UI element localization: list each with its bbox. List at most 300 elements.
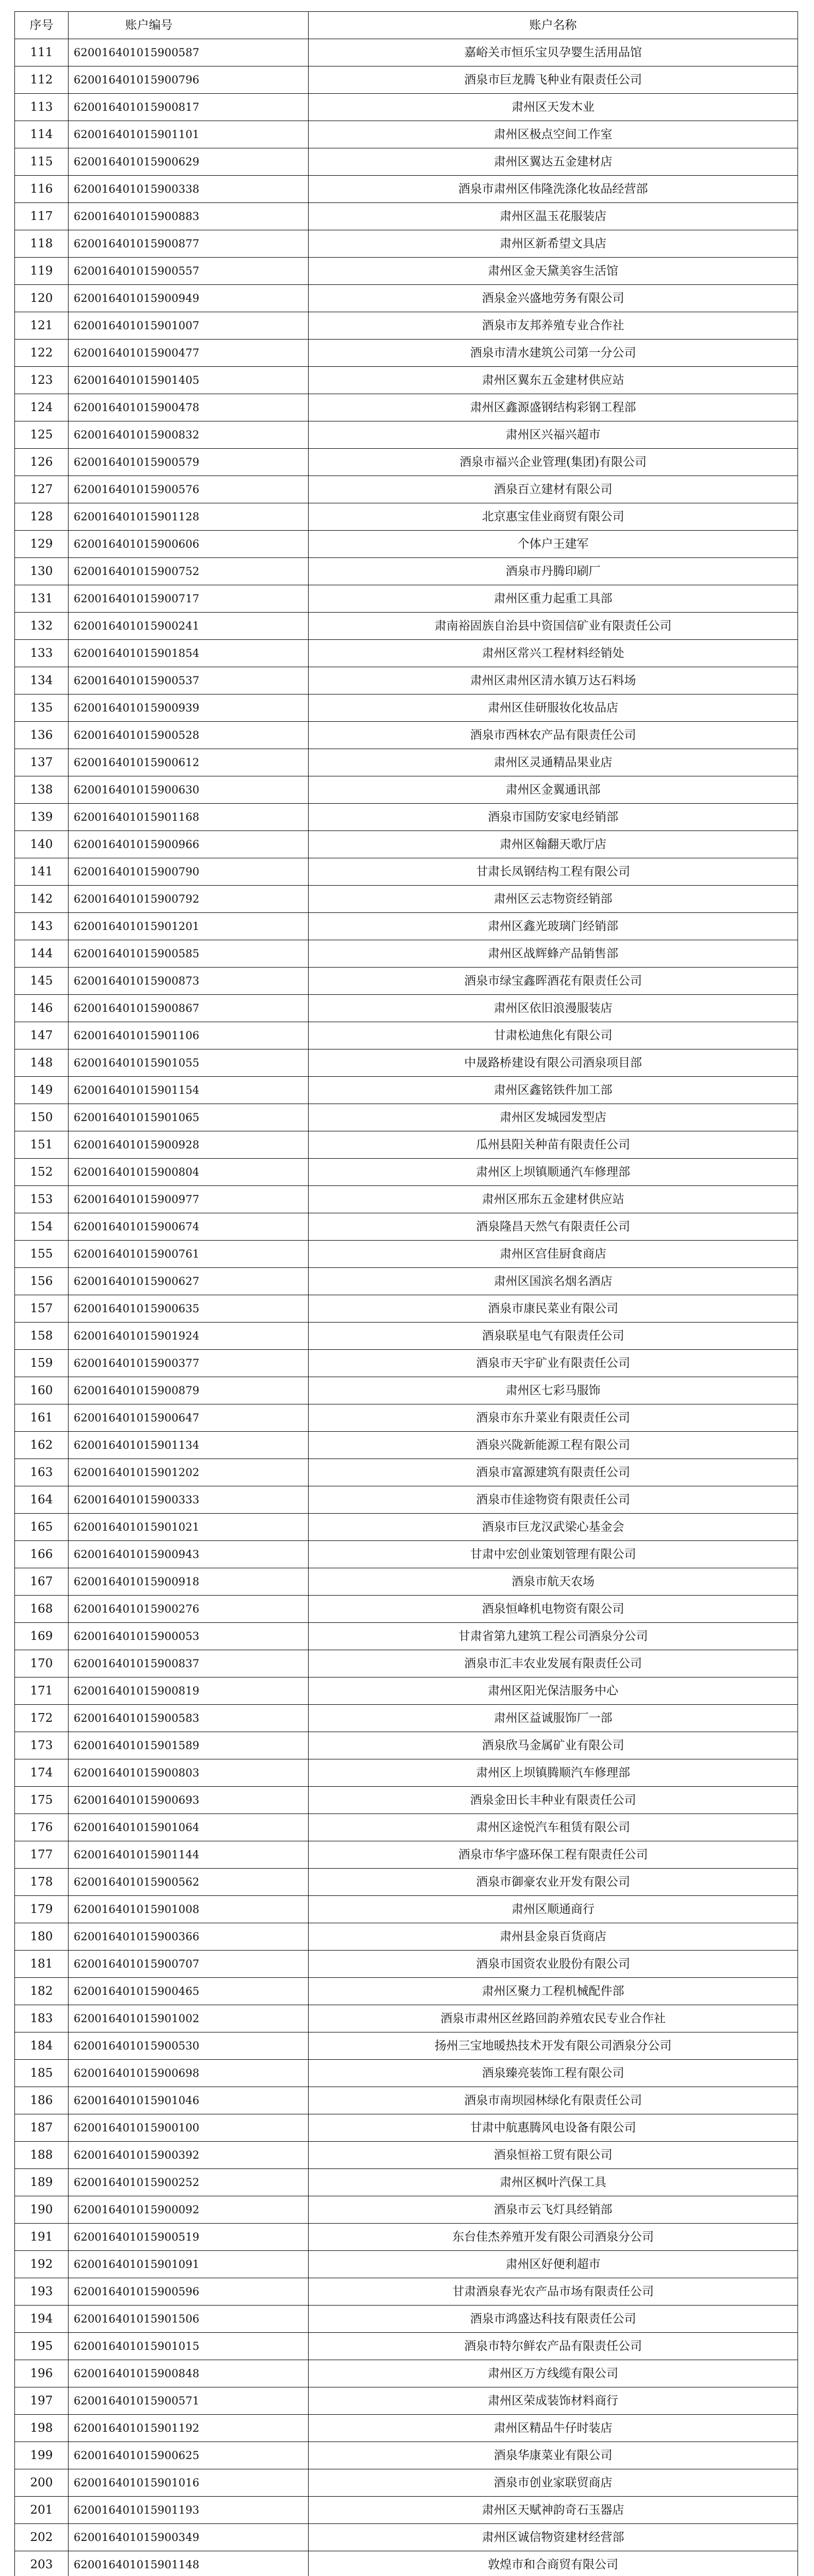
table-row [15,1923,798,1951]
serial-number-cell: 195 [15,2333,69,2360]
table-row [15,995,798,1022]
header-row [15,12,798,39]
serial-number-cell: 137 [15,749,69,776]
table-row [15,2087,798,2114]
table-row [15,613,798,640]
table-row [15,1213,798,1241]
serial-number-cell: 181 [15,1951,69,1978]
table-row [15,285,798,312]
account-number-cell: 620016401015900333 [69,1486,309,1514]
account-number-cell: 620016401015900804 [69,1159,309,1186]
account-number-cell: 620016401015900832 [69,421,309,449]
account-number-cell: 620016401015900606 [69,531,309,558]
account-name-cell: 酒泉市特尔鲜农产品有限责任公司 [309,2333,798,2360]
account-number-cell: 620016401015900867 [69,995,309,1022]
account-number-cell: 620016401015900377 [69,1350,309,1377]
table-row [15,2360,798,2387]
account-name-cell: 肃州区阳光保洁服务中心 [309,1677,798,1705]
serial-number-cell: 124 [15,394,69,421]
table-row [15,2524,798,2551]
account-name-cell: 酒泉市巨龙汉武梁心基金会 [309,1514,798,1541]
account-name-cell: 肃州区金天黛美容生活馆 [309,258,798,285]
serial-number-cell: 150 [15,1104,69,1131]
table-row [15,1596,798,1623]
account-name-cell: 肃州区发城园发型店 [309,1104,798,1131]
serial-number-cell: 160 [15,1377,69,1404]
account-name-cell: 酒泉市云飞灯具经销部 [309,2196,798,2224]
table-row [15,831,798,858]
serial-number-cell: 169 [15,1623,69,1650]
table-row [15,1568,798,1596]
account-number-cell: 620016401015900883 [69,203,309,230]
serial-number-cell: 120 [15,285,69,312]
table-row [15,340,798,367]
account-number-cell: 620016401015901202 [69,1459,309,1486]
account-name-cell: 甘肃省第九建筑工程公司酒泉分公司 [309,1623,798,1650]
serial-number-cell: 197 [15,2387,69,2415]
serial-number-cell: 152 [15,1159,69,1186]
serial-number-cell: 136 [15,722,69,749]
serial-number-cell: 128 [15,503,69,531]
account-number-cell: 620016401015901065 [69,1104,309,1131]
table-row [15,2224,798,2251]
account-number-cell: 620016401015900918 [69,1568,309,1596]
serial-number-cell: 184 [15,2032,69,2060]
account-number-cell: 620016401015900698 [69,2060,309,2087]
table-row [15,1705,798,1732]
account-name-cell: 肃州区聚力工程机械配件部 [309,1978,798,2005]
account-name-cell: 肃州区好便利超市 [309,2251,798,2278]
serial-number-cell: 151 [15,1131,69,1159]
account-number-cell: 620016401015900630 [69,776,309,804]
account-number-cell: 620016401015900943 [69,1541,309,1568]
account-number-cell: 620016401015900792 [69,886,309,913]
account-name-cell: 酒泉华康菜业有限公司 [309,2442,798,2469]
account-number-cell: 620016401015900707 [69,1951,309,1978]
account-name-cell: 肃州区万方线缆有限公司 [309,2360,798,2387]
table-row [15,2551,798,2576]
table-row [15,1869,798,1896]
table-row [15,1541,798,1568]
account-number-cell: 620016401015901193 [69,2497,309,2524]
account-name-cell: 肃州区天赋神韵奇石玉器店 [309,2497,798,2524]
serial-number-cell: 173 [15,1732,69,1759]
table-row [15,1677,798,1705]
account-name-cell: 瓜州县阳关种苗有限责任公司 [309,1131,798,1159]
table-row [15,203,798,230]
serial-number-cell: 196 [15,2360,69,2387]
account-number-cell: 620016401015900587 [69,39,309,66]
account-name-cell: 酒泉恒峰机电物资有限公司 [309,1596,798,1623]
account-name-cell: 酒泉市鸿盛达科技有限责任公司 [309,2306,798,2333]
table-row [15,1131,798,1159]
account-name-cell: 酒泉市国防安家电经销部 [309,804,798,831]
account-name-cell: 扬州三宝地暖热技术开发有限公司酒泉分公司 [309,2032,798,2060]
table-row [15,1650,798,1677]
serial-number-cell: 165 [15,1514,69,1541]
table-row [15,667,798,694]
account-name-cell: 嘉峪关市恒乐宝贝孕婴生活用品馆 [309,39,798,66]
account-number-cell: 620016401015901144 [69,1841,309,1869]
serial-number-cell: 141 [15,858,69,886]
account-name-cell: 肃州区鑫源盛钢结构彩钢工程部 [309,394,798,421]
account-number-cell: 620016401015901148 [69,2551,309,2576]
serial-number-cell: 168 [15,1596,69,1623]
serial-number-cell: 174 [15,1759,69,1787]
account-name-cell: 甘肃酒泉春光农产品市场有限责任公司 [309,2278,798,2306]
account-number-cell: 620016401015901008 [69,1896,309,1923]
account-name-cell: 酒泉联星电气有限责任公司 [309,1323,798,1350]
account-number-cell: 620016401015900977 [69,1186,309,1213]
header-serial-number: 序号 [15,12,69,39]
header-account-name: 账户名称 [309,12,798,39]
table-row [15,1759,798,1787]
account-name-cell: 酒泉市肃州区伟隆洗涤化妆品经营部 [309,176,798,203]
account-number-cell: 620016401015900100 [69,2114,309,2142]
table-row [15,394,798,421]
account-name-cell: 肃南裕固族自治县中资国信矿业有限责任公司 [309,613,798,640]
account-name-cell: 肃州区天发木业 [309,94,798,121]
serial-number-cell: 134 [15,667,69,694]
account-number-cell: 620016401015900579 [69,449,309,476]
account-name-cell: 酒泉市福兴企业管理(集团)有限公司 [309,449,798,476]
serial-number-cell: 114 [15,121,69,148]
table-row [15,1896,798,1923]
account-name-cell: 酒泉臻亮装饰工程有限公司 [309,2060,798,2087]
account-name-cell: 酒泉兴陇新能源工程有限公司 [309,1432,798,1459]
table-row [15,2333,798,2360]
account-name-cell: 敦煌市和合商贸有限公司 [309,2551,798,2576]
account-number-cell: 620016401015900647 [69,1404,309,1432]
table-row [15,39,798,66]
account-name-cell: 酒泉金田长丰种业有限责任公司 [309,1787,798,1814]
serial-number-cell: 154 [15,1213,69,1241]
serial-number-cell: 122 [15,340,69,367]
account-name-cell: 肃州县金泉百货商店 [309,1923,798,1951]
account-name-cell: 酒泉市巨龙腾飞种业有限责任公司 [309,66,798,94]
serial-number-cell: 132 [15,613,69,640]
account-name-cell: 酒泉市国资农业股份有限公司 [309,1951,798,1978]
account-number-cell: 620016401015900562 [69,1869,309,1896]
account-name-cell: 甘肃长凤钢结构工程有限公司 [309,858,798,886]
serial-number-cell: 172 [15,1705,69,1732]
table-row [15,1049,798,1077]
table-row [15,1404,798,1432]
table-row [15,66,798,94]
account-number-cell: 620016401015900612 [69,749,309,776]
serial-number-cell: 123 [15,367,69,394]
table-row [15,558,798,585]
account-name-cell: 肃州区邢东五金建材供应站 [309,1186,798,1213]
account-number-cell: 620016401015901015 [69,2333,309,2360]
table-row [15,1377,798,1404]
account-name-cell: 酒泉市西林农产品有限责任公司 [309,722,798,749]
account-number-cell: 620016401015900241 [69,613,309,640]
table-row [15,694,798,722]
serial-number-cell: 117 [15,203,69,230]
serial-number-cell: 153 [15,1186,69,1213]
account-number-cell: 620016401015901854 [69,640,309,667]
account-number-cell: 620016401015900966 [69,831,309,858]
table-body [15,39,798,2576]
account-number-cell: 620016401015900939 [69,694,309,722]
account-number-cell: 620016401015901128 [69,503,309,531]
serial-number-cell: 121 [15,312,69,340]
serial-number-cell: 177 [15,1841,69,1869]
account-name-cell: 酒泉恒裕工贸有限公司 [309,2142,798,2169]
table-row [15,804,798,831]
table-row [15,148,798,176]
serial-number-cell: 139 [15,804,69,831]
serial-number-cell: 183 [15,2005,69,2032]
table-row [15,2306,798,2333]
table-row [15,176,798,203]
serial-number-cell: 189 [15,2169,69,2196]
account-name-cell: 肃州区佳研服妆化妆品店 [309,694,798,722]
account-number-cell: 620016401015901201 [69,913,309,940]
account-number-cell: 620016401015900053 [69,1623,309,1650]
table-row [15,968,798,995]
account-number-cell: 620016401015901021 [69,1514,309,1541]
table-row [15,2387,798,2415]
account-name-cell: 酒泉隆昌天然气有限责任公司 [309,1213,798,1241]
serial-number-cell: 146 [15,995,69,1022]
serial-number-cell: 203 [15,2551,69,2576]
account-number-cell: 620016401015900519 [69,2224,309,2251]
serial-number-cell: 179 [15,1896,69,1923]
table-row [15,1077,798,1104]
serial-number-cell: 161 [15,1404,69,1432]
account-number-cell: 620016401015900576 [69,476,309,503]
table-row [15,913,798,940]
account-name-cell: 个体户王建军 [309,531,798,558]
account-number-cell: 620016401015901002 [69,2005,309,2032]
account-name-cell: 肃州区兴福兴超市 [309,421,798,449]
table-row [15,449,798,476]
account-name-cell: 酒泉市航天农场 [309,1568,798,1596]
account-name-cell: 酒泉市东升菜业有限责任公司 [309,1404,798,1432]
account-name-cell: 肃州区云志物资经销部 [309,886,798,913]
account-number-cell: 620016401015901101 [69,121,309,148]
table-row [15,1623,798,1650]
serial-number-cell: 180 [15,1923,69,1951]
account-number-cell: 620016401015900571 [69,2387,309,2415]
account-name-cell: 肃州区上坝镇顺通汽车修理部 [309,1159,798,1186]
account-name-cell: 肃州区益诚服饰厂一部 [309,1705,798,1732]
serial-number-cell: 194 [15,2306,69,2333]
account-number-cell: 620016401015900349 [69,2524,309,2551]
account-number-cell: 620016401015900848 [69,2360,309,2387]
serial-number-cell: 199 [15,2442,69,2469]
account-number-cell: 620016401015900366 [69,1923,309,1951]
serial-number-cell: 156 [15,1268,69,1295]
table-row [15,2497,798,2524]
account-number-cell: 620016401015900837 [69,1650,309,1677]
serial-number-cell: 113 [15,94,69,121]
table-row [15,1787,798,1814]
serial-number-cell: 112 [15,66,69,94]
serial-number-cell: 163 [15,1459,69,1486]
serial-number-cell: 176 [15,1814,69,1841]
account-name-cell: 酒泉市佳途物资有限责任公司 [309,1486,798,1514]
serial-number-cell: 133 [15,640,69,667]
table-row [15,1104,798,1131]
table-row [15,230,798,258]
account-name-cell: 甘肃中航惠腾风电设备有限公司 [309,2114,798,2142]
serial-number-cell: 127 [15,476,69,503]
account-number-cell: 620016401015900635 [69,1295,309,1323]
table-row [15,1241,798,1268]
table-row [15,476,798,503]
account-number-cell: 620016401015900585 [69,940,309,968]
account-name-cell: 酒泉市富源建筑有限责任公司 [309,1459,798,1486]
table-row [15,2442,798,2469]
serial-number-cell: 148 [15,1049,69,1077]
account-number-cell: 620016401015900819 [69,1677,309,1705]
serial-number-cell: 130 [15,558,69,585]
account-name-cell: 肃州区鑫光玻璃门经销部 [309,913,798,940]
serial-number-cell: 202 [15,2524,69,2551]
table-row [15,312,798,340]
account-number-cell: 620016401015900803 [69,1759,309,1787]
account-name-cell: 肃州区依旧浪漫服装店 [309,995,798,1022]
account-name-cell: 酒泉市南坝园林绿化有限责任公司 [309,2087,798,2114]
account-name-cell: 肃州区宫佳厨食商店 [309,1241,798,1268]
account-number-cell: 620016401015900790 [69,858,309,886]
account-number-cell: 620016401015900817 [69,94,309,121]
serial-number-cell: 200 [15,2469,69,2497]
account-number-cell: 620016401015900252 [69,2169,309,2196]
table-row [15,585,798,613]
serial-number-cell: 145 [15,968,69,995]
account-number-cell: 620016401015900478 [69,394,309,421]
header-account-number: 账户编号 [69,12,309,39]
table-row [15,1186,798,1213]
account-name-cell: 肃州区新希望文具店 [309,230,798,258]
account-name-cell: 肃州区鑫铭铁件加工部 [309,1077,798,1104]
table-row [15,121,798,148]
account-name-cell: 酒泉百立建材有限公司 [309,476,798,503]
account-name-cell: 肃州区途悦汽车租赁有限公司 [309,1814,798,1841]
serial-number-cell: 178 [15,1869,69,1896]
account-name-cell: 酒泉市汇丰农业发展有限责任公司 [309,1650,798,1677]
account-name-cell: 肃州区温玉花服装店 [309,203,798,230]
table-row [15,2005,798,2032]
account-name-cell: 肃州区枫叶汽保工具 [309,2169,798,2196]
account-name-cell: 肃州区国滨名烟名酒店 [309,1268,798,1295]
account-name-cell: 肃州区战辉蜂产品销售部 [309,940,798,968]
serial-number-cell: 198 [15,2415,69,2442]
account-number-cell: 620016401015901106 [69,1022,309,1049]
account-number-cell: 620016401015901055 [69,1049,309,1077]
account-number-cell: 620016401015900629 [69,148,309,176]
table-row [15,722,798,749]
account-number-cell: 620016401015900276 [69,1596,309,1623]
serial-number-cell: 158 [15,1323,69,1350]
account-name-cell: 酒泉市清水建筑公司第一分公司 [309,340,798,367]
table-row [15,2469,798,2497]
account-number-cell: 620016401015900338 [69,176,309,203]
account-name-cell: 肃州区翼达五金建材店 [309,148,798,176]
account-number-cell: 620016401015900530 [69,2032,309,2060]
account-number-cell: 620016401015901154 [69,1077,309,1104]
account-number-cell: 620016401015901168 [69,804,309,831]
account-number-cell: 620016401015900528 [69,722,309,749]
account-number-cell: 620016401015900873 [69,968,309,995]
account-number-cell: 620016401015901007 [69,312,309,340]
account-name-cell: 肃州区重力起重工具部 [309,585,798,613]
account-name-cell: 酒泉市康民菜业有限公司 [309,1295,798,1323]
account-number-cell: 620016401015901091 [69,2251,309,2278]
table-row [15,2114,798,2142]
serial-number-cell: 182 [15,1978,69,2005]
serial-number-cell: 115 [15,148,69,176]
account-number-cell: 620016401015900465 [69,1978,309,2005]
table-row [15,2196,798,2224]
table-row [15,1814,798,1841]
account-name-cell: 肃州区翰翻天歌厅店 [309,831,798,858]
table-row [15,640,798,667]
account-number-cell: 620016401015900949 [69,285,309,312]
account-name-cell: 酒泉金兴盛地劳务有限公司 [309,285,798,312]
table-row [15,1841,798,1869]
account-name-cell: 肃州区常兴工程材料经销处 [309,640,798,667]
serial-number-cell: 193 [15,2278,69,2306]
serial-number-cell: 187 [15,2114,69,2142]
serial-number-cell: 175 [15,1787,69,1814]
account-number-cell: 620016401015900928 [69,1131,309,1159]
account-name-cell: 甘肃中宏创业策划管理有限公司 [309,1541,798,1568]
account-number-cell: 620016401015901016 [69,2469,309,2497]
account-number-cell: 620016401015901506 [69,2306,309,2333]
table-row [15,940,798,968]
serial-number-cell: 171 [15,1677,69,1705]
table-row [15,2060,798,2087]
table-row [15,1159,798,1186]
table-row [15,1732,798,1759]
serial-number-cell: 116 [15,176,69,203]
account-number-cell: 620016401015900557 [69,258,309,285]
table-row [15,367,798,394]
serial-number-cell: 185 [15,2060,69,2087]
account-name-cell: 酒泉市丹腾印刷厂 [309,558,798,585]
table-row [15,2251,798,2278]
account-name-cell: 肃州区翼东五金建材供应站 [309,367,798,394]
account-table [14,11,798,2576]
serial-number-cell: 143 [15,913,69,940]
table-row [15,1350,798,1377]
table-row [15,503,798,531]
serial-number-cell: 140 [15,831,69,858]
account-number-cell: 620016401015901924 [69,1323,309,1350]
serial-number-cell: 191 [15,2224,69,2251]
account-name-cell: 肃州区肃州区清水镇万达石料场 [309,667,798,694]
serial-number-cell: 167 [15,1568,69,1596]
account-name-cell: 东台佳杰养殖开发有限公司酒泉分公司 [309,2224,798,2251]
serial-number-cell: 159 [15,1350,69,1377]
account-name-cell: 肃州区七彩马服饰 [309,1377,798,1404]
account-name-cell: 肃州区诚信物资建材经营部 [309,2524,798,2551]
account-number-cell: 620016401015900625 [69,2442,309,2469]
table-row [15,531,798,558]
serial-number-cell: 129 [15,531,69,558]
account-name-cell: 酒泉市御豪农业开发有限公司 [309,1869,798,1896]
table-row [15,2032,798,2060]
account-name-cell: 酒泉市华宇盛环保工程有限责任公司 [309,1841,798,1869]
account-name-cell: 甘肃松迪焦化有限公司 [309,1022,798,1049]
table-row [15,1486,798,1514]
account-name-cell: 酒泉市绿宝鑫晖酒花有限责任公司 [309,968,798,995]
